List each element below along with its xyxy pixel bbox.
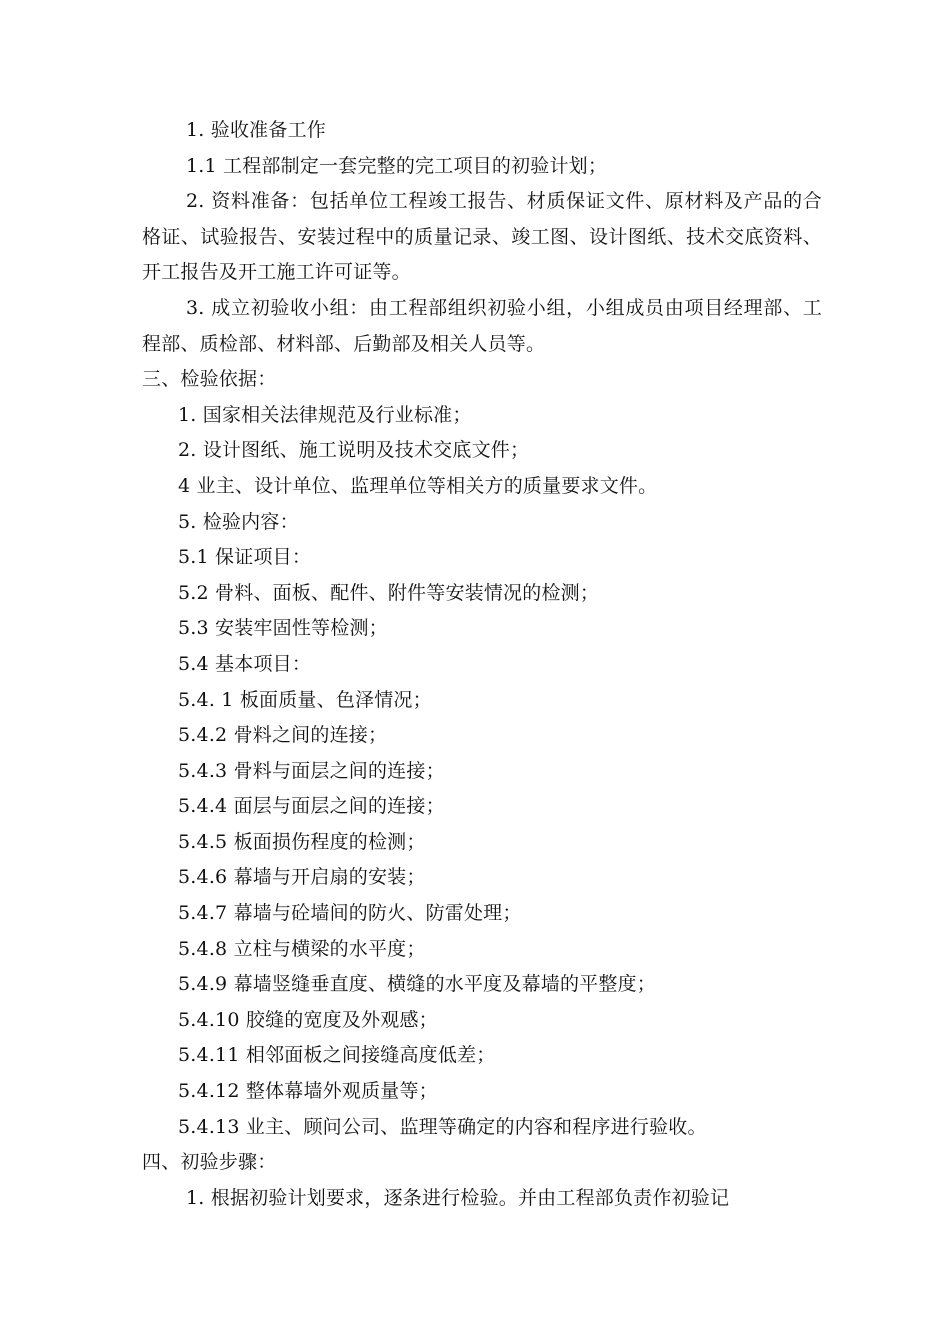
paragraph-team: 3. 成立初验收小组：由工程部组织初验小组，小组成员由项目经理部、工程部、质检部、材料部、后勤部及相关人员等。 xyxy=(142,296,822,355)
item-5-4-13: 5.4.13 业主、顾问公司、监理等确定的内容和程序进行验收。 xyxy=(178,1115,707,1138)
step-item-1: 1. 根据初验计划要求，逐条进行检验。并由工程部负责作初验记 xyxy=(186,1186,730,1209)
item-5-4-4: 5.4.4 面层与面层之间的连接； xyxy=(178,795,445,818)
basis-item-4: 4 业主、设计单位、监理单位等相关方的质量要求文件。 xyxy=(178,474,658,497)
item-5-4-5: 5.4.5 板面损伤程度的检测； xyxy=(178,830,426,853)
item-5-4-3: 5.4.3 骨料与面层之间的连接； xyxy=(178,759,445,782)
item-5-4-8: 5.4.8 立柱与横梁的水平度； xyxy=(178,937,426,960)
section-heading-4: 四、初验步骤： xyxy=(142,1151,277,1174)
paragraph-materials: 2. 资料准备：包括单位工程竣工报告、材质保证文件、原材料及产品的合格证、试验报告、安装过程中的质量记录、竣工图、设计图纸、技术交底资料、开工报告及开工施工许可证等。 xyxy=(142,190,822,284)
item-5-3: 5.3 安装牢固性等检测； xyxy=(178,617,388,640)
item-5-4-10: 5.4.10 胶缝的宽度及外观感； xyxy=(178,1008,438,1031)
item-5-4: 5.4 基本项目： xyxy=(178,652,312,675)
item-5-4-9: 5.4.9 幕墙竖缝垂直度、横缝的水平度及幕墙的平整度； xyxy=(178,973,656,996)
item-5-1: 5.1 保证项目： xyxy=(178,546,312,569)
inspection-content: 5. 检验内容： xyxy=(178,510,299,533)
section-item-1: 1. 验收准备工作 xyxy=(186,119,326,141)
item-5-4-2: 5.4.2 骨料之间的连接； xyxy=(178,724,388,747)
basis-item-2: 2. 设计图纸、施工说明及技术交底文件； xyxy=(178,439,530,462)
item-5-2: 5.2 骨料、面板、配件、附件等安装情况的检测； xyxy=(178,581,600,604)
item-5-4-7: 5.4.7 幕墙与砼墙间的防火、防雷处理； xyxy=(178,902,522,925)
item-5-4-11: 5.4.11 相邻面板之间接缝高度低差； xyxy=(178,1044,496,1067)
basis-item-1: 1. 国家相关法律规范及行业标准； xyxy=(178,403,472,426)
item-5-4-1: 5.4. 1 板面质量、色泽情况； xyxy=(178,688,432,711)
document-body xyxy=(142,113,822,1216)
item-5-4-6: 5.4.6 幕墙与开启扇的安装； xyxy=(178,866,426,889)
section-item-1-1: 1.1 工程部制定一套完整的完工项目的初验计划； xyxy=(186,154,608,177)
section-heading-3: 三、检验依据： xyxy=(142,368,277,391)
item-5-4-12: 5.4.12 整体幕墙外观质量等； xyxy=(178,1080,438,1103)
